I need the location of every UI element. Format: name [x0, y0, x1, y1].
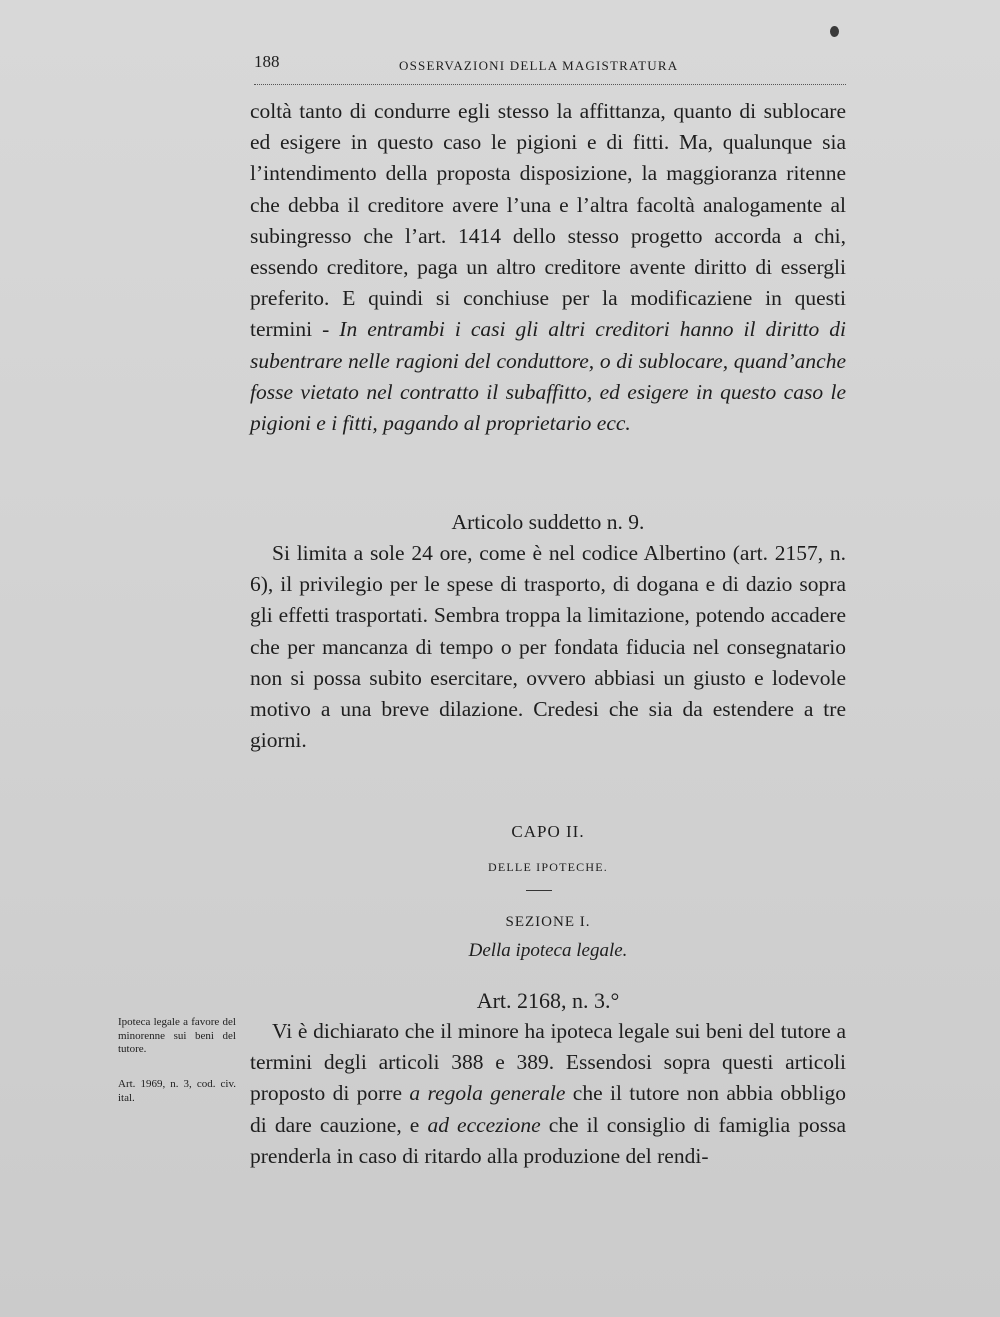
article-9-text: Si limita a sole 24 ore, come è nel codice Albertino (art. 2157, n. 6), il privilegio per le spese di trasporto, di dogana e di dazio sopra gli effetti trasportati. Sembra troppa la limitazione, potendo accadere che per mancanza di tempo o per fondata fiducia nel consegnatario non si possa subito esercitare, ovvero abbiasi un giusto e lodevole motivo a una breve dilazione. Credesi che sia da estendere a tre giorni.: [250, 541, 846, 753]
article-heading-2168: Art. 2168, n. 3.°: [476, 988, 620, 1013]
page-number: 188: [254, 52, 280, 71]
article-2168-italic-1: a regola generale: [409, 1081, 566, 1106]
chapter-title: CAPO II.: [511, 822, 585, 841]
chapter-subtitle: DELLE IPOTECHE.: [488, 860, 608, 874]
section-title: SEZIONE I.: [505, 914, 591, 930]
article-2168-text: [250, 1016, 846, 1172]
article-9-paragraph: [250, 538, 846, 756]
article-heading-9: Articolo suddetto n. 9.: [451, 510, 645, 534]
article-2168-italic-2: ad eccezione: [427, 1112, 541, 1137]
section-subtitle: Della ipoteca legale.: [468, 940, 628, 961]
ink-spot: [830, 26, 839, 37]
article-2168-paragraph: [250, 1016, 846, 1172]
section-divider: [526, 890, 552, 891]
running-title: OSSERVAZIONI DELLA MAGISTRATURA: [399, 58, 679, 73]
paragraph-text: [250, 96, 846, 439]
article-2168-text-1: Vi è dichiarato che il minore ha ipoteca legale sui beni del tutore a termini degli articoli 388 e 389. Essendosi sopra questi articoli proposto di porre: [250, 1019, 846, 1106]
margin-note-reference: Art. 1969, n. 3, cod. civ. ital.: [118, 1078, 236, 1104]
article-2168-text-2: che il tutore non abbia obbligo di dare cauzione, e: [250, 1081, 846, 1137]
paragraph-continued: [250, 96, 846, 439]
paragraph-italic-text: In entrambi i casi gli altri creditori hanno il diritto di subentrare nelle ragioni del conduttore, o di sublocare, quand’anche fosse vietato nel contratto il subaffitto, ed esigere in questo caso le pigioni e i fitti, pagando al proprietario ecc.: [250, 317, 846, 436]
paragraph-plain-text: coltà tanto di condurre egli stesso la affittanza, quanto di sublocare ed esigere in questo caso le pigioni e di fitti. Ma, qualunque sia l’intendimento della proposta disposizione, la maggioranza ritenne che debba il creditore avere l’una e l’altra facoltà analogamente al subingresso che l’art. 1414 dello stesso progetto accorda a chi, essendo creditore, paga un altro creditore avente diritto di essergli preferito. E quindi si conchiuse per la modificaziene in questi termini -: [250, 99, 846, 342]
margin-note-ipoteca: Ipoteca legale a favore del minorenne sui beni del tutore.: [118, 1016, 236, 1055]
article-2168-text-3: che il consiglio di famiglia possa prenderla in caso di ritardo alla produzione del rendi-: [250, 1112, 846, 1168]
running-header: [254, 50, 846, 85]
